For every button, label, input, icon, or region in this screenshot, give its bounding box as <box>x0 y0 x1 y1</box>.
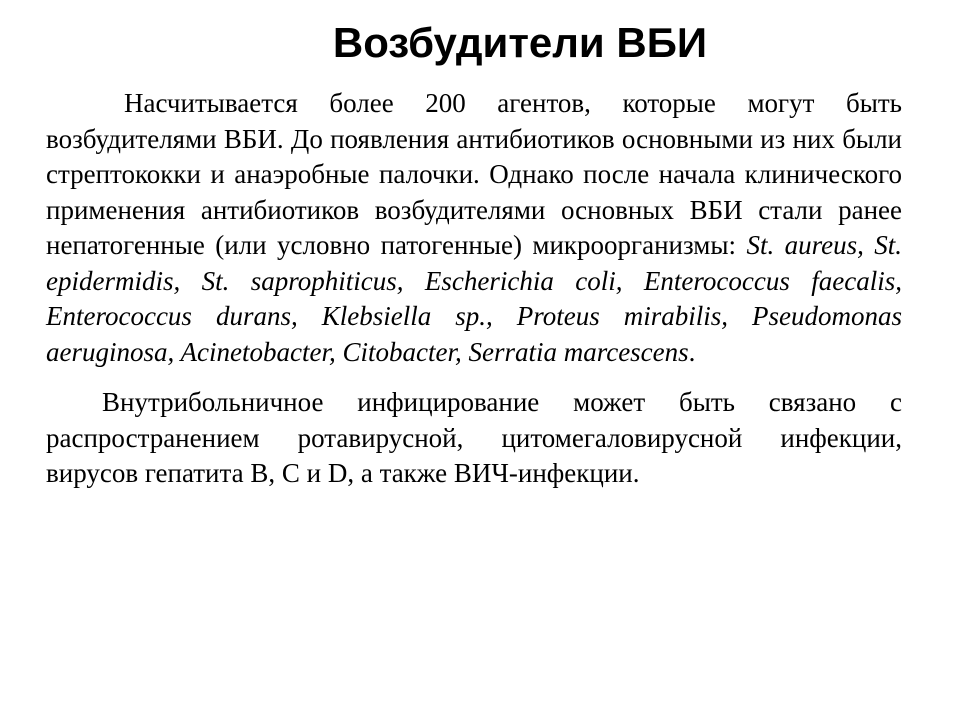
slide-body <box>46 86 902 492</box>
paragraph-pathogens-text: Насчитывается более 200 агентов, которые могут быть возбудителями ВБИ. До появления антибиотиков основными из них были стрептококки и анаэробные палочки. Однако после начала клинического применения антибиотиков возбудителями основных ВБИ стали ранее непатогенные (или условно патогенные) микроорганизмы: <box>46 88 902 260</box>
paragraph-pathogens-end: . <box>688 336 696 367</box>
pathogen-species-list: St. aureus, St. epidermidis, St. saprophiticus, Escherichia coli, Enterococcus faecalis, Enterococcus durans, Klebsiella sp., Proteus mirabilis, Pseudomonas aeruginosa, Acinetobacter, Citobacter, Serratia marcescens <box>46 230 903 367</box>
paragraph-pathogens <box>46 86 902 370</box>
paragraph-viral-infections: Внутрибольничное инфицирование может быть связано с распространением ротавирусной, цитомегаловирусной инфекции, вирусов гепатита В, С и D, а также ВИЧ-инфекции. <box>46 387 902 488</box>
slide-title: Возбудители ВБИ <box>332 19 708 66</box>
